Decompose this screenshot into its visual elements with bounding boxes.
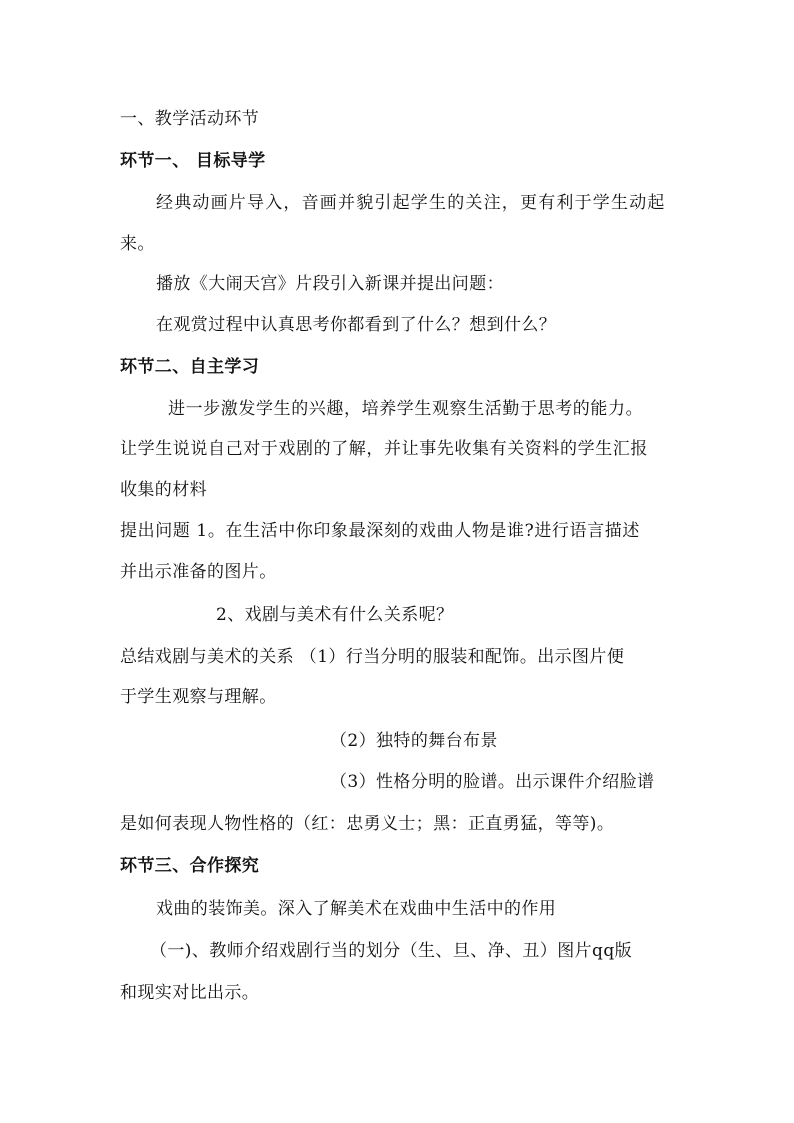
step2-paragraph: 于学生观察与理解。 [120, 687, 277, 707]
step2-heading: 环节二、自主学习 [120, 357, 260, 377]
step1-paragraph: 来。 [120, 234, 155, 254]
step1-paragraph: 在观赏过程中认真思考你都看到了什么？想到什么？ [156, 315, 557, 335]
step3-paragraph: 和现实对比出示。 [120, 983, 260, 1003]
step2-paragraph: 提出问题 1。在生活中你印象最深刻的戏曲人物是谁?进行语言描述 [120, 521, 640, 541]
step2-paragraph: 是如何表现人物性格的（红：忠勇义士；黑：正直勇猛，等等)。 [120, 814, 615, 834]
step2-paragraph: 并出示准备的图片。 [120, 562, 277, 582]
step3-heading: 环节三、合作探究 [120, 856, 260, 876]
step2-paragraph: （3）性格分明的脸谱。出示课件介绍脸谱 [330, 772, 655, 792]
step3-paragraph: （一)、教师介绍戏剧行当的划分（生、旦、净、丑）图片qq版 [150, 941, 632, 961]
section-title: 一、教学活动环节 [120, 109, 260, 129]
step3-paragraph: 戏曲的装饰美。深入了解美术在戏曲中生活中的作用 [156, 899, 557, 919]
step2-paragraph: 2、戏剧与美术有什么关系呢？ [216, 605, 454, 625]
step1-paragraph: 经典动画片导入，音画并貌引起学生的关注，更有利于学生动起 [156, 193, 666, 213]
step2-paragraph: 收集的材料 [120, 480, 207, 500]
step2-paragraph: （2）独特的舞台布景 [330, 731, 498, 751]
step1-paragraph: 播放《大闹天宫》片段引入新课并提出问题： [156, 274, 504, 294]
step2-paragraph: 进一步激发学生的兴趣，培养学生观察生活勤于思考的能力。 [168, 399, 644, 419]
step1-heading: 环节一、 目标导学 [120, 151, 266, 171]
step2-paragraph: 总结戏剧与美术的关系 （1）行当分明的服装和配饰。出示图片便 [120, 647, 625, 667]
step2-paragraph: 让学生说说自己对于戏剧的了解，并让事先收集有关资料的学生汇报 [120, 439, 648, 459]
